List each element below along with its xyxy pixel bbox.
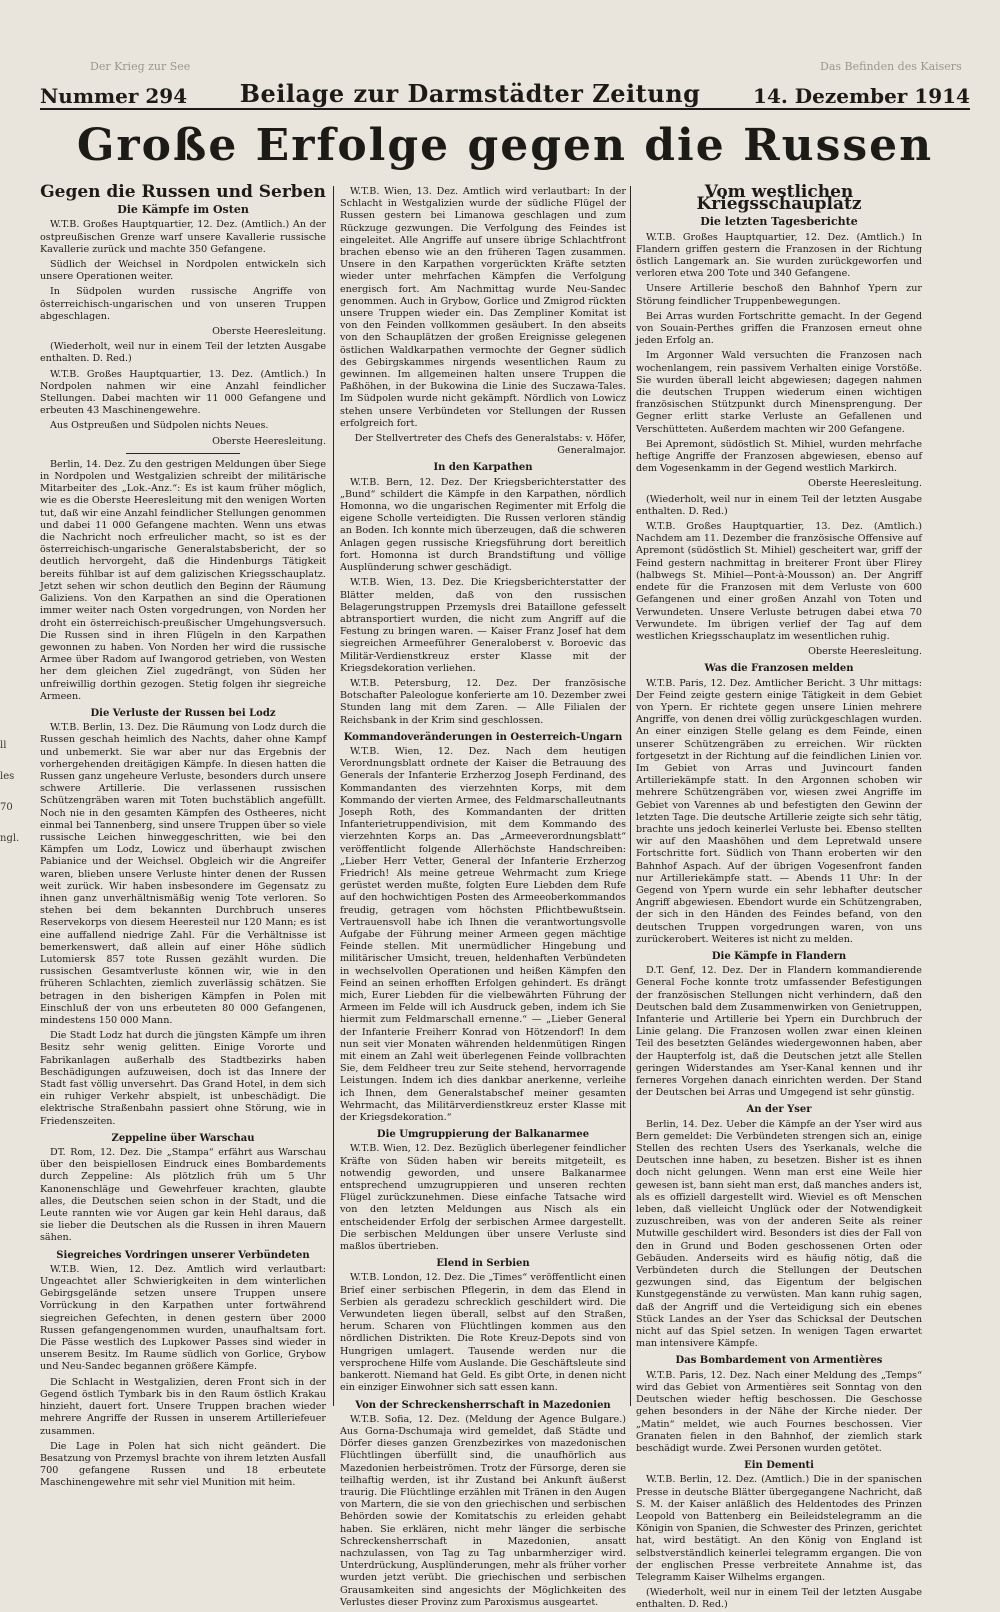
column-1 — [40, 182, 326, 1489]
paragraph: W.T.B. Petersburg, 12. Dez. Der französische Botschafter Paleologue konferierte am 10. Dezember zwei Stunden lang mit dem Zaren. — Alle Filialen der Reichsbank in der Krim sind geschlossen. — [340, 677, 626, 726]
subheading: Elend in Serbien — [436, 1258, 530, 1270]
paragraph: D.T. Genf, 12. Dez. Der in Flandern kommandierende General Foche konnte trotz umfassender Befestigungen der französischen Stellungen nicht verhindern, daß den Deutschen bald dem Zusammenwirken von Genietruppen, Infanterie und Artillerie bei Ypern ein Durchbruch der Linie gelang. Die Franzosen wollen zwar einen kleinen Teil des besetzten Geländes wiedergewonnen haben, aber der Haupterfolg ist, daß die Deutschen jetzt alle Stellen geringen Widerstandes am Yser-Kanal kennen und ihr ferneres Vorgehen danach einrichten werden. Der Stand der Deutschen bei Arras und Umgegend ist sehr günstig. — [636, 965, 922, 1099]
section-heading: Vom westlichen Kriegsschauplatz — [696, 182, 862, 215]
subheading: Die Kämpfe in Flandern — [711, 950, 847, 962]
paragraph: Die Stadt Lodz hat durch die jüngsten Kämpfe um ihren Besitz sehr wenig gelitten. Einige Vororte und Fabrikanlagen außerhalb des Stadtbezirks haben Beschädigungen aufzuweisen, doch ist das Innere der Stadt fast völlig unversehrt. Das Grand Hotel, in dem sich ein ruhiger Verkehr abspielt, ist unbeschädigt. Die elektrische Straßenbahn passiert ohne Störung, wie in Friedenszeiten. — [40, 1030, 326, 1127]
paragraph: DT. Rom, 12. Dez. Die „Stampa“ erfährt aus Warschau über den beispiellosen Eindruck eines Bombardements durch Zeppeline: Als plötzlich früh um 5 Uhr Kanonenschläge und Gewehrfeuer krachten, glaubte alles, die Deutschen seien schon in der Stadt, und die Leute rannten wie vor Augen gar kein Hehl daraus, daß sie lieber die Deutschen als die Russen in ihren Mauern sähen. — [40, 1147, 326, 1244]
subheading: Ein Dementi — [744, 1460, 814, 1472]
paragraph: Unsere Artillerie beschoß den Bahnhof Ypern zur Störung feindlicher Truppenbewegungen. — [636, 283, 922, 307]
issue-number: Nummer 294 — [40, 84, 188, 108]
bleed-text-left: Der Krieg zur See — [90, 60, 191, 73]
subheading: Kommandoveränderungen in Oesterreich-Ungarn — [343, 731, 623, 743]
paragraph: W.T.B. Großes Hauptquartier, 13. Dez. (Amtlich.) In Nordpolen nahmen wir eine Anzahl feindlicher Stellungen. Dabei machten wir 11 000 Gefangene und erbeuten 43 Maschinengewehre. — [40, 368, 326, 417]
paragraph: Berlin, 14. Dez. Zu den gestrigen Meldungen über Siege in Nordpolen und Westgalizien schreibt der militärische Mitarbeiter des „Lok.-Anz.“: Es ist kaum früher möglich, wie es die Oberste Heeresleitung mit den wenigen Worten tut, daß wir eine Anzahl feindlicher Stellungen genommen und dabei 11 000 Gefangene machten. Wenn uns etwas die Nachricht noch erfreulicher macht, so ist es der österreichisch-ungarische Generalstabsbericht, der so deutlich hervorgeht, daß die Hindenburgs Tätigkeit bereits fühlbar ist auf dem galizischen Kriegsschauplatz. Jetzt sehen wir schon deutlich den Beginn der Räumung Galiziens. Von den Karpathen an sind die Operationen immer weiter nach Osten vorgedrungen, von Norden her droht ein österreichisch-preußischer Umgehungsversuch. Die Russen sind in ihren Flügeln in den Karpathen gewonnen zu haben. Von Norden her wird die russische Armee über Radom auf Iwangorod getrieben, von Westen her dem gleichen Ziel zugedrängt, von Süden her unfreiwillig dorthin gezogen. Stetig folgen ihr siegreiche Armeen. — [40, 458, 326, 702]
newspaper-title: Beilage zur Darmstädter Zeitung — [239, 79, 701, 108]
signature: Oberste Heeresleitung. — [808, 646, 922, 658]
paragraph: (Wiederholt, weil nur in einem Teil der letzten Ausgabe enthalten. D. Red.) — [40, 341, 326, 365]
column-rule — [333, 186, 334, 1406]
bleed-text-right: Das Befinden des Kaisers — [820, 60, 962, 73]
paragraph: (Wiederholt, weil nur in einem Teil der letzten Ausgabe enthalten. D. Red.) — [636, 493, 922, 517]
edge-mark: 70 — [0, 802, 13, 813]
paragraph: Berlin, 14. Dez. Ueber die Kämpfe an der Yser wird aus Bern gemeldet: Die Verbündeten strengen sich an, einige Stellen des rechten Users des Yserkanals, welche die Deutschen inne haben, zu besetzen. Bisher ist es ihnen doch nicht gelungen. Wenn man erst eine Weile hier gewesen ist, bann sieht man erst, daß manches anders ist, als es offiziell dargestellt wird. Wieviel es oft Menschen leben, daß vielleicht Unglück oder der Notwendigkeit zuzuschreiben, was von der anderen Seite als reiner Mutwille geschildert wird. Besonders ist dies der Fall von den in Grund und Boden geschossenen Orten oder Gebäuden. Anderseits wird es häufig nötig, daß die Verbündeten durch die Stellungen der Deutschen gezwungen sind, das Eigentum der belgischen Kunstgegenstände zu verwüsten. Man kann ruhig sagen, daß der Angriff und die Verteidigung sich ein ebenes Stück Landes an der Yser das Schicksal der Deutschen nicht auf das Spiel setzen. In wenigen Tagen erwartet man intensivere Kämpfe. — [636, 1118, 922, 1350]
edge-mark: ll — [0, 740, 7, 751]
paragraph: Bei Arras wurden Fortschritte gemacht. In der Gegend von Souain-Perthes griffen die Franzosen erneut ohne jeden Erfolg an. — [636, 310, 922, 347]
paragraph: W.T.B. Berlin, 13. Dez. Die Räumung von Lodz durch die Russen geschah heimlich des Nachts, daher ohne Kampf und unbemerkt. Sie war aber nur das Ergebnis der vorhergehenden dreitägigen Kämpfe. In diesen hatten die Russen ganz ungeheure Verluste, besonders durch unsere schwere Artillerie. Die verlassenen russischen Schützengräben waren mit Toten buchstäblich angefüllt. Noch nie in den gesamten Kämpfen des Ostheeres, nicht einmal bei Tannenberg, sind unsere Truppen über so viele russische Leichen hinweggeschritten, wie bei den Kämpfen um Lodz, Lowicz und überhaupt zwischen Pabianice und der Weichsel. Obgleich wir die Angreifer waren, blieben unsere Verluste hinter denen der Russen weit zurück. Wir haben insbesondere im Gegensatz zu ihnen ganz unverhältnismäßig wenig Tote verloren. So stehen bei dem bekannten Durchbruch unseres Reservekorps von diesem Heeresteil nur 120 Mann; es ist eine auffallend niedrige Zahl. Für die Verhältnisse ist bemerkenswert, daß allein auf einer Höhe südlich Lutomiersk 857 tote Russen gezählt wurden. Die russischen Gesamtverluste können wir, wie in den früheren Schlachten, ziemlich zuverlässig schätzen. Sie betragen in den bisherigen Kämpfen in Polen mit Einschluß der von uns erbeuteten 80 000 Gefangenen, mindestens 150 000 Mann. — [40, 722, 326, 1026]
paragraph: Aus Ostpreußen und Südpolen nichts Neues. — [50, 420, 269, 432]
signature: Oberste Heeresleitung. — [808, 478, 922, 490]
subheading: Die Umgruppierung der Balkanarmee — [376, 1129, 590, 1141]
main-headline: Große Erfolge gegen die Russen — [76, 120, 934, 171]
subheading: Die Kämpfe im Osten — [117, 203, 249, 217]
paragraph: W.T.B. Wien, 13. Dez. Amtlich wird verlautbart: In der Schlacht in Westgalizien wurde der südliche Flügel der Russen gestern bei Limanowa geschlagen und zum Rückzuge gezwungen. Die Verfolgung des Feindes ist eingeleitet. Alle Angriffe auf unsere übrige Schlachtfront brachen ebenso wie an den früheren Tagen zusammen. Unsere in den Karpathen vorgerückten Kräfte setzten wieder unter mehrfachen Kämpfen die Verfolgung energisch fort. Am Nachmittag wurde Neu-Sandec genommen. Auch in Grybow, Gorlice und Zmigrod rückten unsere Truppen wieder ein. Das Zempliner Komitat ist von den Feinden vollkommen gesäubert. In den abseits von den Schauplätzen der großen Ereignisse gelegenen östlichen Waldkarpathen vermochte der Gegner südlich des Gebirgskammes nirgends wesentlichen Raum zu gewinnen. Im allgemeinen halten unsere Truppen die Paßhöhen, in der Bukowina die Linie des Suczawa-Tales. Im Südpolen wurde nicht gekämpft. Nördlich von Lowicz stehen unsere Verbündeten vor Stellungen der Russen erfolgreich fort. — [340, 186, 626, 429]
paragraph: W.T.B. Paris, 12. Dez. Nach einer Meldung des „Temps“ wird das Gebiet von Armentières seit Sonntag von den Deutschen wieder heftig beschossen. Die Geschosse gehen besonders in der Nähe der Kirche nieder. Der „Matin“ meldet, wie auch Fournes beschossen. Vier Granaten fielen in den Bahnhof, der ziemlich stark beschädigt wurde. Zwei Personen wurden getötet. — [636, 1369, 922, 1454]
paragraph: W.T.B. Wien, 12. Dez. Amtlich wird verlautbart: Ungeachtet aller Schwierigkeiten in dem winterlichen Gebirgsgelände setzen unsere Truppen unsere Vorrückung in den Karpathen unter fortwährend siegreichen Gefechten, in denen gestern über 2000 Russen gefangengenommen wurden, unaufhaltsam fort. Die Pässe westlich des Lupkower Passes sind wieder in unserem Besitz. Im Raume südlich von Gorlice, Grybow und Neu-Sandec begannen größere Kämpfe. — [40, 1263, 326, 1373]
issue-date: 14. Dezember 1914 — [753, 84, 970, 108]
subheading: Die letzten Tagesberichte — [700, 215, 858, 229]
edge-mark: les — [0, 771, 15, 782]
subheading: Was die Franzosen melden — [704, 663, 854, 675]
column-rule — [630, 186, 631, 1406]
paragraph: W.T.B. Bern, 12. Dez. Der Kriegsberichterstatter des „Bund“ schildert die Kämpfe in den Karpathen, nördlich Homonna, wo die ungarischen Regimenter mit Erfolg die eigene Scholle verteidigten. Die Russen verloren ständig an Boden. Ich konnte mich überzeugen, daß die schweren Anlagen gegen russische Kriegsführung dort bereitlich fort. Homonna ist durch Brandstiftung und völlige Ausplünderung schwer geschädigt. — [340, 476, 626, 574]
paragraph: W.T.B. Wien, 12. Dez. Nach dem heutigen Verordnungsblatt ordnete der Kaiser die Betrauung des Generals der Infanterie Erzherzog Joseph Ferdinand, des Kommandanten des vierzehnten Korps, mit dem Kommando der vierten Armee, des Feldmarschalleutnants Joseph Roth, des Kommandanten der dritten Infanterietruppendivision, mit dem Kommando des vierzehnten Korps an. Das „Armeeverordnungsblatt“ veröffentlicht folgende Allerhöchste Handschreiben: „Lieber Herr Vetter, General der Infanterie Erzherzog Friedrich! Als meine getreue Wehrmacht zum Kriege gerüstet werden mußte, folgten Eure Liebden dem Rufe auf den hochwichtigen Posten des Armeeoberkommandos freudig, getragen vom höchsten Pflichtbewußtsein. Vertrauensvoll habe ich Ihnen die verantwortungsvolle Aufgabe der Führung meiner Armeen gegen mächtige Feinde stellen. Mit unermüdlicher Hingebung und militärischer Umsicht, treuen, heldenhaften Verbündeten in wechselvollen Operationen und heißen Kämpfen den Feind an seinen erhofften Erfolgen gehindert. Es drängt mich, Eurer Liebden für die vielbewährten Führung der Armeen im Felde will ich Ausdruck geben, indem ich Sie hiermit zum Feldmarschall ernenne.“ — „Lieber General der Infanterie Freiherr Konrad von Hötzendorf! In dem nun seit vier Monaten währenden heldenmütigen Ringen mit einem an Zahl weit überlegenen Feinde vollbrachten Sie, dem Feldheer treu zur Seite stehend, hervorragende Leistungen. Indem ich dies dankbar anerkenne, verleihe ich Ihnen, dem Generalstabschef meiner gesamten Wehrmacht, das Militärverdienstkreuz erster Klasse mit der Kriegsdekoration.“ — [340, 745, 626, 1124]
paragraph: W.T.B. London, 12. Dez. Die „Times“ veröffentlicht einen Brief einer serbischen Pflegerin, in dem das Elend in Serbien als geradezu schrecklich geschildert wird. Die Verwundeten liegen überall, selbst auf den Straßen, herum. Scharen von Flüchtlingen kommen aus den nördlichen Distrikten. Die Rote Kreuz-Depots sind von Hungrigen umlagert. Tausende werden nur die versprochene Hilfe vom Auslande. Die Geschäftsleute sind bankerott. Niemand hat Geld. Es gibt Orte, in denen nicht ein einziger Einwohner sich satt essen kann. — [340, 1272, 626, 1394]
paragraph: W.T.B. Sofia, 12. Dez. (Meldung der Agence Bulgare.) Aus Gorna-Dschumaja wird gemeldet, daß Städte und Dörfer dieses ganzen Grenzbezirkes von mazedonischen Flüchtlingen überfüllt sind, die unaufhörlich aus Mazedonien herbeiströmen. Trotz der Fürsorge, deren sie teilhaftig werden, ist ihr Zustand bei Ankunft äußerst traurig. Die Flüchtlinge erzählen mit Tränen in den Augen von Martern, die sie von den griechischen und serbischen Behörden sowie der Komitatschis zu erleiden gehabt haben. Sie erklären, nicht mehr länger die serbische Schreckensherrschaft in Mazedonien, ansatt nachzulassen, von Tag zu Tag unbarmherziger wird. Unterdrückung, Ausplünderungen, mehr als früher vorher wurden jetzt verübt. Die griechischen und serbischen Grausamkeiten sind angesichts der Möglichkeiten des Verlustes dieser Provinz zum Paroxismus ausgeartet. — [340, 1413, 626, 1608]
paragraph: Die Lage in Polen hat sich nicht geändert. Die Besatzung von Przemysl brachte von ihrem letzten Ausfall 700 gefangene Russen und 18 erbeutete Maschinengewehre mit sehr viel Munition mit heim. — [40, 1440, 326, 1489]
left-edge-marks — [0, 740, 20, 1300]
paragraph: W.T.B. Großes Hauptquartier, 12. Dez. (Amtlich.) In Flandern griffen gestern die Franzosen in der Richtung östlich Langemark an. Sie wurden zurückgeworfen und verloren etwa 200 Tote und 340 Gefangene. — [636, 231, 922, 280]
subheading: In den Karpathen — [433, 462, 533, 474]
subheading: Siegreiches Vordringen unserer Verbündeten — [56, 1249, 310, 1261]
paragraph: Die Schlacht in Westgalizien, deren Front sich in der Gegend östlich Tymbark bis in den Raum östlich Krakau hinzieht, dauert fort. Unsere Truppen brachen wieder mehrere Angriffe der Russen in unserem Artilleriefeuer zusammen. — [40, 1376, 326, 1437]
paragraph: Im Argonner Wald versuchten die Franzosen nach wochenlangem, rein passivem Verhalten einige Vorstöße. Sie wurden überall leicht abgewiesen; dagegen nahmen die deutschen Truppen wiederum einen wichtigen französischen Stützpunkt durch Minensprengung. Der Gegner erlitt starke Verluste an Gefallenen und Verschütteten. Außerdem machten wir 200 Gefangene. — [636, 350, 922, 435]
signature: Der Stellvertreter des Chefs des Generalstabs: v. Höfer, Generalmajor. — [354, 433, 626, 457]
paragraph: W.T.B. Berlin, 12. Dez. (Amtlich.) Die in der spanischen Presse in deutsche Blätter übergegangene Nachricht, daß S. M. der Kaiser anläßlich des Heldentodes des Prinzen Leopold von Battenberg ein Beileidstelegramm an die Königin von Spanien, die Schwester des Prinzen, gerichtet hat, wird bestätigt. An den König von England ist selbstverständlich keinerlei telegramm ergangen. Die von der englischen Presse verbreitete Annahme ist, das Telegramm Kaiser Wilhelms ergangen. — [636, 1474, 922, 1583]
subheading: Das Bombardement von Armentières — [675, 1355, 883, 1367]
subheading: Von der Schreckensherrschaft in Mazedonien — [355, 1399, 611, 1411]
section-heading: Gegen die Russen und Serben — [40, 182, 326, 202]
paragraph: W.T.B. Großes Hauptquartier, 12. Dez. (Amtlich.) An der ostpreußischen Grenze warf unsere Kavallerie russische Kavallerie zurück und machte 350 Gefangene. — [40, 219, 326, 255]
paragraph: W.T.B. Paris, 12. Dez. Amtlicher Bericht. 3 Uhr mittags: Der Feind zeigte gestern einige Tätigkeit in dem Gebiet von Ypern. Er richtete gegen unsere Linien mehrere Angriffe, von denen drei völlig zurückgeschlagen wurden. An einer einzigen Stelle gelang es dem Feinde, einen unserer Schützengräben zu erreichen. Wir rückten fortgesetzt in der Richtung auf die feindlichen Linien vor. Im Gebiet von Arras und Juvincourt fanden Artilleriekämpfe statt. In den Argonnen schoben wir mehrere Schützengräben vor, wiesen zwei Angriffe im Gebiet von Varennes ab und befestigten den Gewinn der letzten Tage. Die deutsche Artillerie zeigte sich sehr tätig, brachte uns jedoch keinerlei Verluste bei. Ebenso stellten wir auf den Maashöhen und dem Lepretwald unsere Fortschritte fort. Südlich von Thann eroberten wir den Bahnhof Aspach. Auf der übrigen Vogesenfront fanden nur Artilleriekämpfe statt. — Abends 11 Uhr: In der Gegend von Ypern wurde ein sehr lebhafter deutscher Angriff abgewiesen. Ebendort wurde ein Schützengraben, der sich in den Händen des Feindes befand, von den deutschen Truppen vorgedrungen waren, von uns zurückerobert. Weiteres ist nicht zu melden. — [636, 677, 922, 945]
paragraph: Bei Apremont, südöstlich St. Mihiel, wurden mehrfache heftige Angriffe der Franzosen abgewiesen, ebenso auf dem Vogesenkamm in der Gegend westlich Markirch. — [636, 438, 922, 475]
paragraph: Südlich der Weichsel in Nordpolen entwickeln sich unsere Operationen weiter. — [40, 259, 326, 283]
column-3 — [636, 182, 922, 1611]
subheading: Die Verluste der Russen bei Lodz — [90, 707, 276, 719]
paragraph: W.T.B. Wien, 13. Dez. Die Kriegsberichterstatter der Blätter melden, daß von den russischen Belagerungstruppen Przemysls drei Bataillone gefesselt abtransportiert wurden, die nicht zum Angriff auf die Festung zu bringen waren. — Kaiser Franz Josef hat dem siegreichen Armeeführer Generaloberst v. Boroevic das Militär-Verdienstkreuz erster Klasse mit der Kriegsdekoration verliehen. — [340, 577, 626, 674]
paragraph: (Wiederholt, weil nur in einem Teil der letzten Ausgabe enthalten. D. Red.) — [636, 1587, 922, 1611]
signature: Oberste Heeresleitung. — [212, 326, 326, 338]
separator — [126, 453, 240, 454]
masthead — [40, 79, 970, 110]
subheading: Zeppeline über Warschau — [111, 1132, 255, 1144]
paragraph: W.T.B. Wien, 12. Dez. Bezüglich überlegener feindlicher Kräfte von Süden haben wir bereits mitgeteilt, es notwendig geworden, und unsere Balkanarmee entsprechend umzugruppieren und unseren rechten Flügel zurückzunehmen. Diese einfache Tatsache wird von den letzten Meldungen aus Nisch als ein entscheidender Erfolg der serbischen Armee dargestellt. Die serbischen Meldungen über unsere Verluste sind maßlos übertrieben. — [340, 1143, 626, 1253]
paragraph: In Südpolen wurden russische Angriffe von österreichisch-ungarischen und von unseren Truppen abgeschlagen. — [40, 286, 326, 322]
subheading: An der Yser — [746, 1104, 812, 1116]
signature: Oberste Heeresleitung. — [212, 435, 326, 447]
column-2 — [340, 186, 626, 1608]
edge-mark: ngl. — [0, 833, 20, 844]
paragraph: W.T.B. Großes Hauptquartier, 13. Dez. (Amtlich.) Nachdem am 11. Dezember die französische Offensive auf Apremont (südöstlich St. Mihiel) gescheitert war, griff der Feind gestern nachmittag in breiterer Front über Flirey (halbwegs St. Mihiel—Pont-à-Mousson) an. Der Angriff endete für die Franzosen mit dem Verluste von 600 Gefangenen und einer großen Anzahl von Toten und Verwundeten. Unsere Verluste betrugen dabei etwa 70 Verwundete. Im übrigen verlief der Tag auf dem westlichen Kriegsschauplatz im wesentlichen ruhig. — [636, 521, 922, 642]
